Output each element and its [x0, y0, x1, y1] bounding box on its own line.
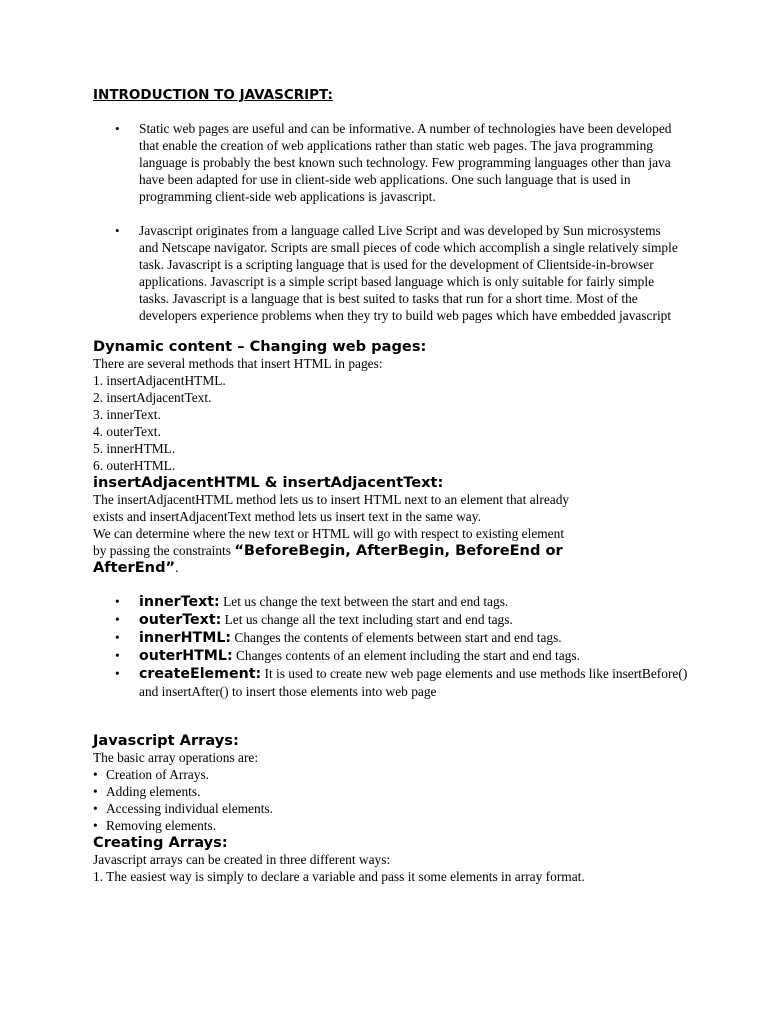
list-item: 6. outerHTML. — [93, 458, 176, 473]
period: . — [175, 560, 179, 575]
bullet-icon: • — [93, 818, 98, 833]
bullet-icon: • — [115, 666, 120, 681]
list-item: 2. insertAdjacentText. — [93, 390, 212, 405]
property-desc: Changes contents of an element including the start and end tags. — [232, 648, 580, 663]
property-term: createElement: — [139, 666, 262, 682]
text-line — [93, 542, 693, 559]
arrays-heading: Javascript Arrays: — [93, 732, 239, 749]
list-item — [93, 120, 679, 205]
intro-title: INTRODUCTION TO JAVASCRIPT: — [93, 87, 333, 103]
creating-line: 1. The easiest way is simply to declare a variable and pass it some elements in array format. — [93, 869, 585, 884]
list-item — [93, 647, 699, 665]
property-desc: Let us change all the text including start and end tags. — [221, 612, 513, 627]
text-line: exists and insertAdjacentText method lets us insert text in the same way. — [93, 509, 481, 524]
bullet-icon: • — [115, 648, 120, 663]
array-operations-list — [93, 766, 693, 834]
list-item — [93, 665, 699, 700]
bullet-icon: • — [93, 784, 98, 799]
text-line: We can determine where the new text or HTML will go with respect to existing element — [93, 526, 565, 541]
list-item — [93, 800, 693, 817]
bullet-icon: • — [93, 767, 98, 782]
intro-paragraph: Static web pages are useful and can be informative. A number of technologies have been developed that enable the creation of web applications rather than static web pages. The java programming language is probably the best known such technology. Few programming languages other than java have been adapted for use in client-side web applications. One such language that is used in programming client-side web applications is javascript. — [139, 121, 672, 204]
methods-list — [93, 372, 693, 474]
constraints-emphasis: “BeforeBegin, AfterBegin, BeforeEnd or — [234, 542, 563, 559]
list-item: 3. innerText. — [93, 407, 161, 422]
dynamic-intro: There are several methods that insert HTML in pages: — [93, 356, 383, 371]
list-item: 4. outerText. — [93, 424, 161, 439]
operation-label: Removing elements. — [106, 818, 217, 833]
list-item — [93, 593, 699, 611]
insert-description — [93, 491, 693, 576]
creating-line: Javascript arrays can be created in three different ways: — [93, 852, 391, 867]
dynamic-heading: Dynamic content – Changing web pages: — [93, 338, 427, 355]
property-desc: It is used to create new web page elements and use methods like insertBefore() and insertAfter() to insert those elements into web page — [139, 666, 688, 699]
creating-heading: Creating Arrays: — [93, 834, 228, 851]
arrays-intro: The basic array operations are: — [93, 750, 259, 765]
bullet-icon: • — [115, 594, 120, 609]
text-line — [93, 559, 693, 576]
bullet-icon: • — [115, 121, 120, 136]
intro-paragraph: Javascript originates from a language called Live Script and was developed by Sun microsystems and Netscape navigator. Scripts are small pieces of code which accomplish a single relatively simple task. Javascript is a scripting language that is used for the development of Clientside-in-browser applications. Javascript is a simple script based language which is only suitable for fairly simple tasks. Javascript is a language that is best suited to tasks that run for a short time. Most of the developers experience problems when they try to build web pages which have embedded javascript — [139, 223, 678, 323]
bullet-icon: • — [115, 612, 120, 627]
property-desc: Changes the contents of elements between start and end tags. — [231, 630, 562, 645]
operation-label: Adding elements. — [106, 784, 201, 799]
property-desc: Let us change the text between the start and end tags. — [219, 594, 509, 609]
operation-label: Accessing individual elements. — [106, 801, 273, 816]
list-item — [93, 222, 679, 324]
list-item — [93, 783, 693, 800]
text-line: The insertAdjacentHTML method lets us to insert HTML next to an element that already — [93, 492, 570, 507]
bullet-icon: • — [115, 630, 120, 645]
property-term: outerText: — [139, 612, 222, 628]
list-item: 5. innerHTML. — [93, 441, 176, 456]
list-item — [93, 611, 699, 629]
bullet-icon: • — [115, 223, 120, 238]
list-item — [93, 766, 693, 783]
list-item — [93, 817, 693, 834]
constraints-emphasis: AfterEnd” — [93, 559, 176, 576]
property-term: innerText: — [139, 594, 220, 610]
document-content — [93, 86, 693, 885]
properties-list — [93, 593, 693, 700]
list-item — [93, 629, 699, 647]
operation-label: Creation of Arrays. — [106, 767, 210, 782]
property-term: innerHTML: — [139, 630, 232, 646]
bullet-icon: • — [93, 801, 98, 816]
constraints-prefix: by passing the constraints — [93, 543, 235, 558]
intro-bullets — [93, 120, 693, 324]
list-item: 1. insertAdjacentHTML. — [93, 373, 226, 388]
property-term: outerHTML: — [139, 648, 233, 664]
insert-heading: insertAdjacentHTML & insertAdjacentText: — [93, 474, 444, 491]
